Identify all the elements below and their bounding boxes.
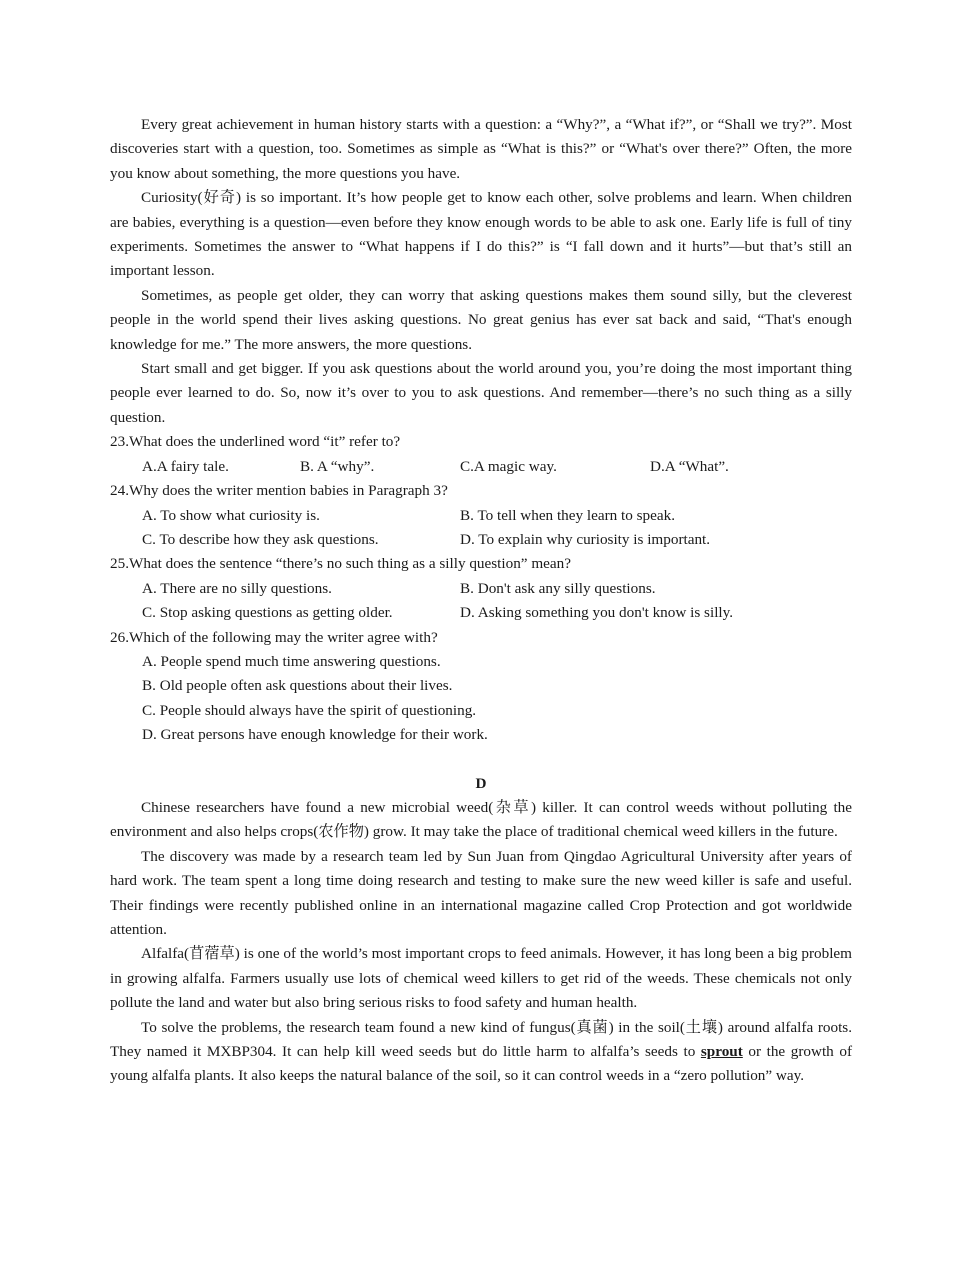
passage-c-paragraph-1: Every great achievement in human history starts with a question: a “Why?”, a “What if?”, or “Shall we try?”. Most discoveries start with a question, too. Sometimes as simple as “What is this?” or “What's over there?” Often, the more you know about something, the more questions you have.: [110, 116, 852, 182]
passage-d-paragraph-1: Chinese researchers have found a new microbial weed(杂草) killer. It can control weeds without polluting the environment and also helps crops(农作物) grow. It may take the place of traditional chemical weed killers in the future.: [110, 798, 852, 841]
option-a: A. People spend much time answering questions.: [142, 652, 441, 670]
passage-c-paragraph-4: Start small and get bigger. If you ask questions about the world around you, you’re doing the most important thing people ever learned to do. So, now it’s over to you to ask questions. And remember—there’s no such thing as a silly question.: [110, 360, 852, 426]
passage-d-paragraph-4: [110, 1016, 852, 1089]
question-24: [110, 479, 852, 552]
question-stem: 26.Which of the following may the writer agree with?: [110, 628, 438, 646]
paragraph-text: or the growth of young alfalfa plants. It also keeps the natural balance of the soil, so it can control weeds in a “zero pollution” way.: [110, 1043, 852, 1085]
options-row: [110, 528, 852, 552]
options-row: [110, 601, 852, 625]
option-b: B. Old people often ask questions about their lives.: [142, 677, 453, 695]
options-row: [110, 504, 852, 528]
passage-c-paragraph-2: Curiosity(好奇) is so important. It’s how people get to know each other, solve problems and learn. When children are babies, everything is a question—even before they know enough words to be able to ask one. Early life is full of tiny experiments. Sometimes the answer to “What happens if I do this?” is “I fall down and it hurts”—but that’s still an important lesson.: [110, 189, 852, 280]
option-d: D. Asking something you don't know is silly.: [460, 604, 734, 622]
option-d: D. To explain why curiosity is important.: [460, 530, 711, 548]
passage-c-paragraph-3: Sometimes, as people get older, they can worry that asking questions makes them sound silly, but the cleverest people in the world spend their lives asking questions. No great genius has ever sat back and said, “That's enough knowledge for me.” The more answers, the more questions.: [110, 286, 852, 353]
passage-c: [110, 113, 852, 430]
option-c: C. Stop asking questions as getting older.: [142, 604, 393, 622]
option-a: A. To show what curiosity is.: [142, 506, 320, 524]
paragraph-text: To solve the problems, the research team found a new kind of fungus(真菌) in the soil(土壤) around alfalfa roots. They named it MXBP304. It can help kill weed seeds but do little harm to alfalfa’s seeds to: [110, 1018, 852, 1061]
passage-d-paragraph-2: The discovery was made by a research team led by Sun Juan from Qingdao Agricultural University after years of hard work. The team spent a long time doing research and testing to make sure the new weed killer is safe and useful. Their findings were recently published online in an international magazine called Crop Protection and got worldwide attention.: [110, 847, 852, 938]
option-b: B. Don't ask any silly questions.: [460, 579, 656, 597]
option-c: C. People should always have the spirit of questioning.: [142, 701, 477, 719]
question-stem: 23.What does the underlined word “it” refer to?: [110, 433, 401, 451]
option-a: A.A fairy tale.: [142, 457, 229, 475]
passage-d: [110, 796, 852, 1089]
option-b: B. A “why”.: [300, 457, 375, 475]
option-b: B. To tell when they learn to speak.: [460, 506, 676, 524]
section-heading: D: [475, 774, 487, 792]
option-a: A. There are no silly questions.: [142, 579, 332, 597]
question-23: [110, 430, 852, 479]
option-d: D.A “What”.: [650, 457, 729, 475]
options-row: [110, 455, 852, 479]
options-row: [110, 577, 852, 601]
option-c: C.A magic way.: [460, 457, 557, 475]
underlined-keyword: sprout: [700, 1043, 743, 1061]
question-stem: 25.What does the sentence “there’s no such thing as a silly question” mean?: [110, 555, 571, 573]
passage-d-paragraph-3: Alfalfa(苜蓿草) is one of the world’s most important crops to feed animals. However, it has long been a big problem in growing alfalfa. Farmers usually use lots of chemical weed killers to get rid of the weeds. These chemicals not only pollute the land and water but also bring serious risks to food safety and human health.: [110, 945, 852, 1012]
question-26: [110, 626, 852, 748]
question-25: [110, 552, 852, 625]
option-c: C. To describe how they ask questions.: [142, 530, 379, 548]
question-stem: 24.Why does the writer mention babies in Paragraph 3?: [110, 482, 448, 500]
option-d: D. Great persons have enough knowledge for their work.: [142, 726, 488, 744]
